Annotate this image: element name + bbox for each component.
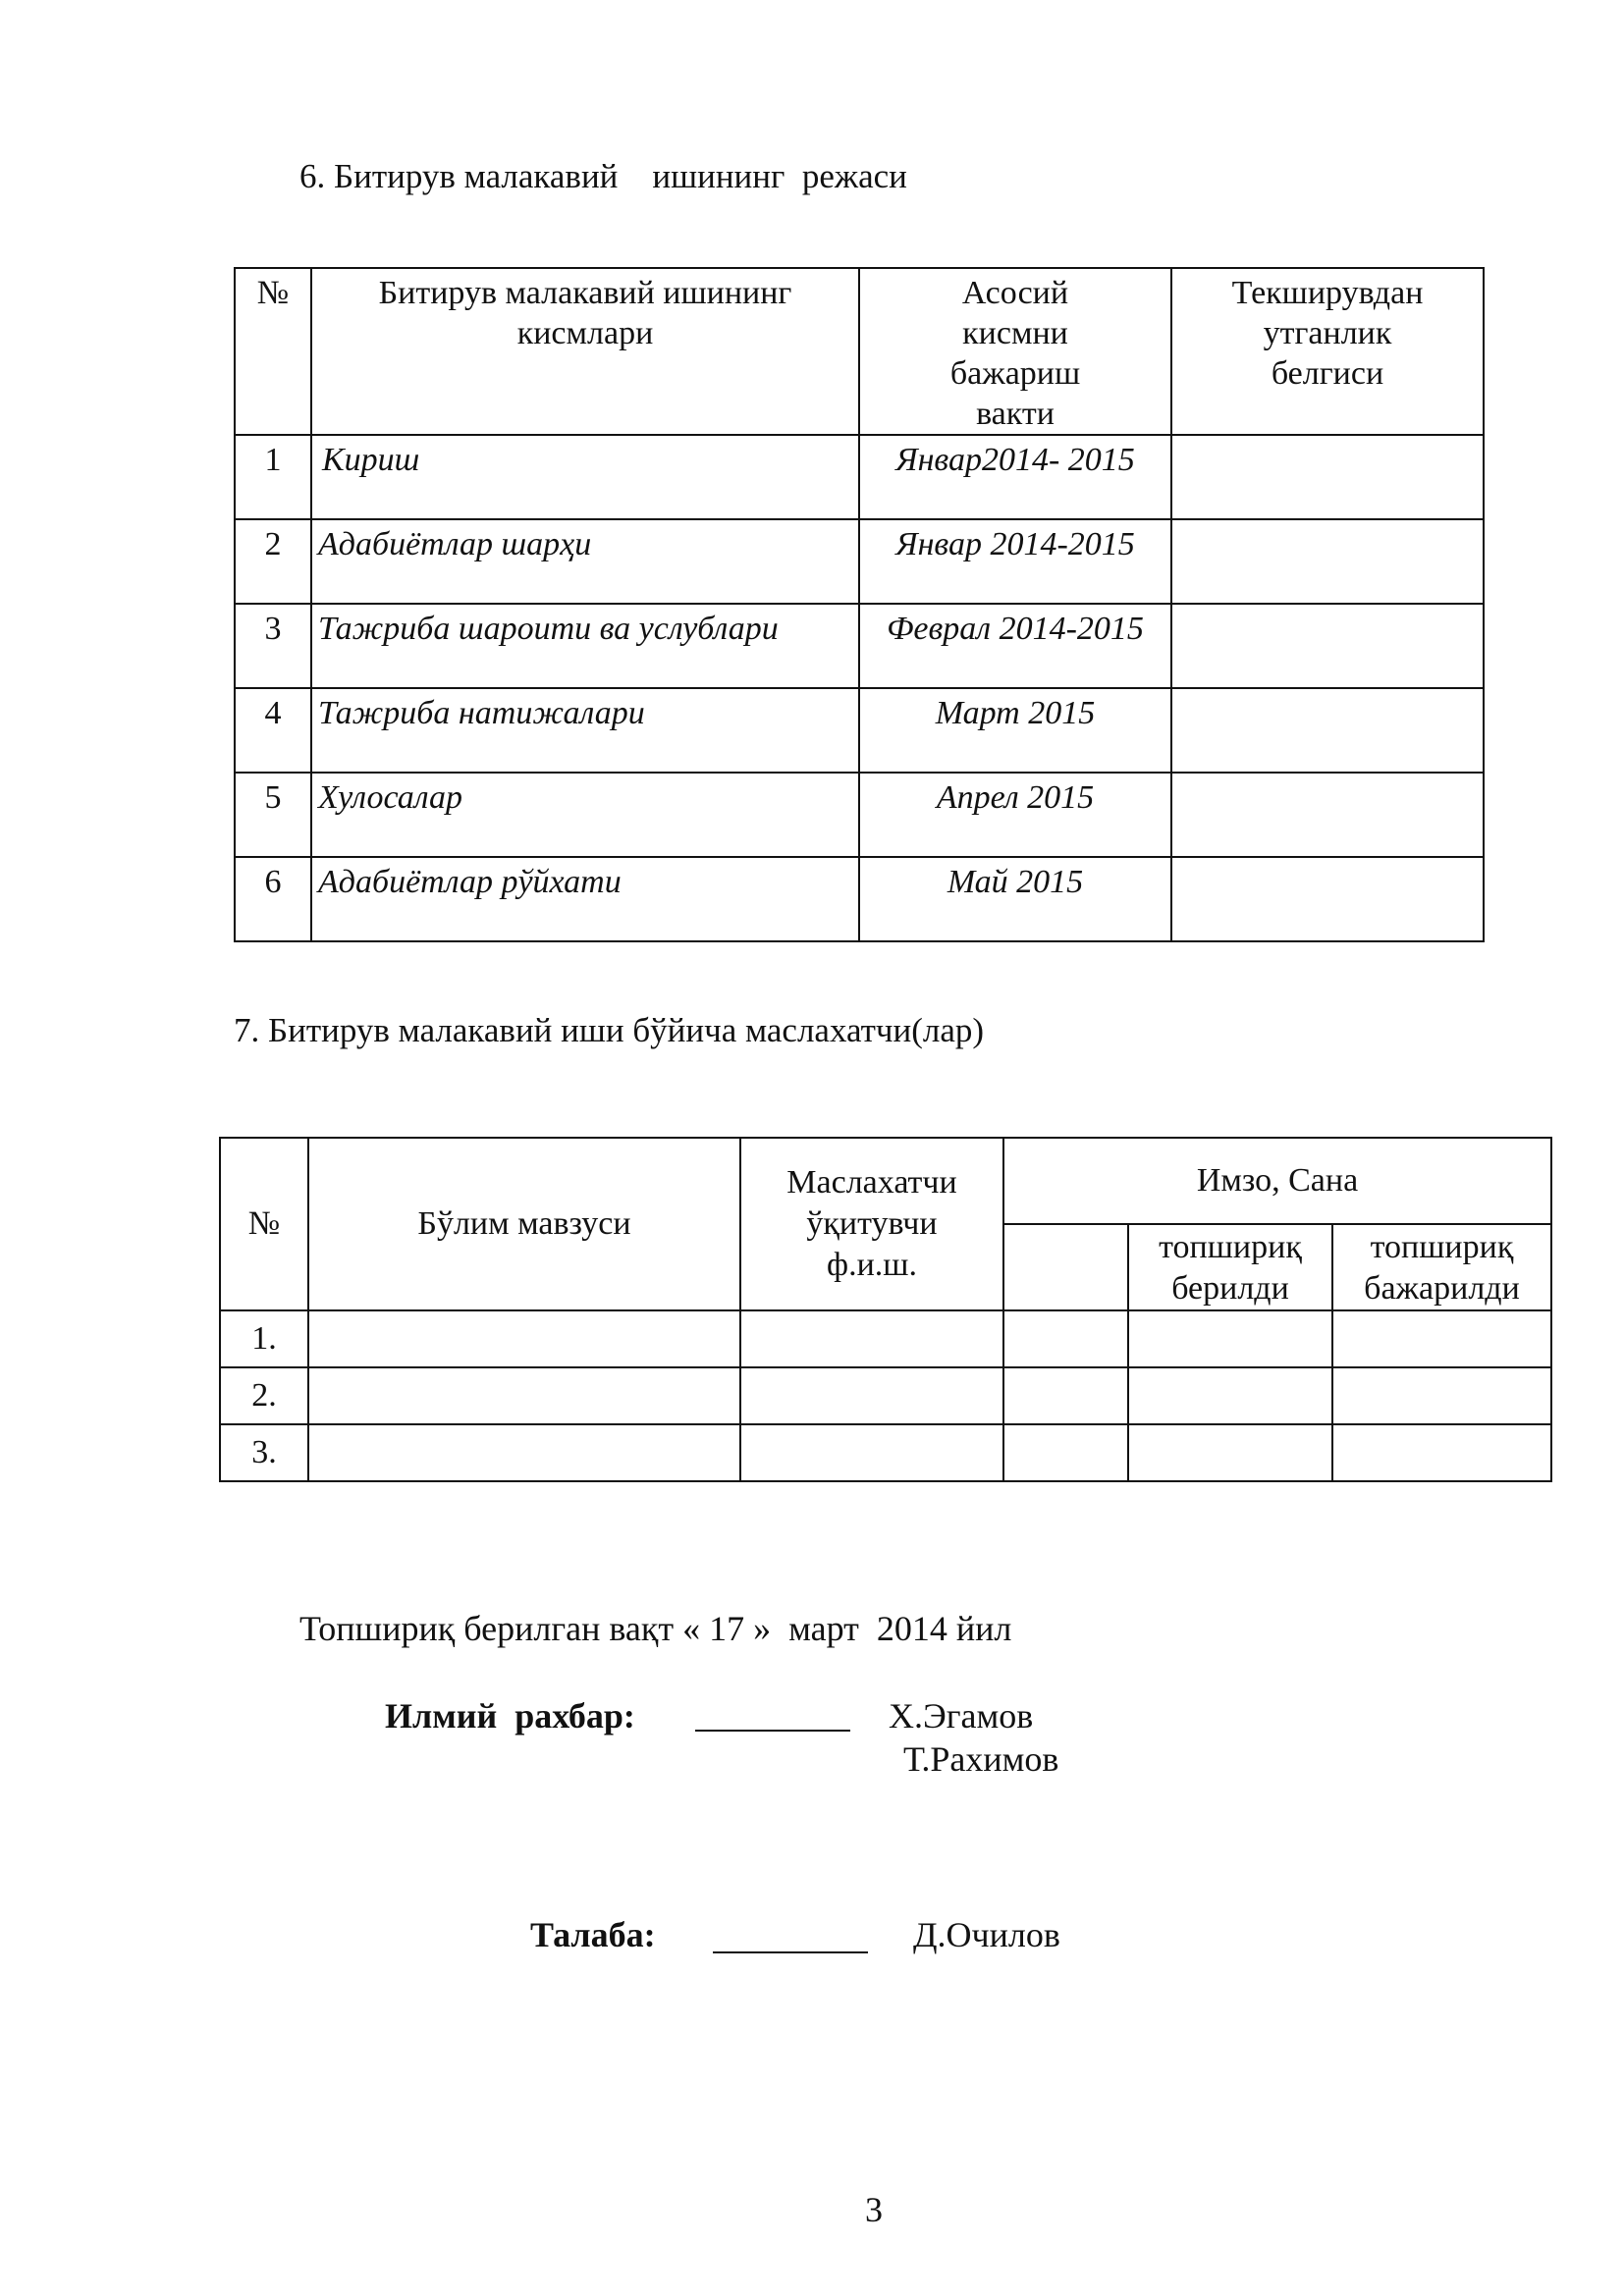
row-number: 5 [235, 773, 311, 857]
row-number: 2 [235, 519, 311, 604]
plan-table-header [235, 268, 1484, 435]
supervisor-label: Илмий рахбар: [385, 1696, 635, 1735]
row-task-given [1128, 1310, 1332, 1367]
row-number: 4 [235, 688, 311, 773]
row-part: Адабиётлар рўйхати [311, 857, 859, 941]
row-topic [308, 1424, 740, 1481]
row-task-given [1128, 1424, 1332, 1481]
row-consultant [740, 1310, 1003, 1367]
row-time: Феврал 2014-2015 [859, 604, 1171, 688]
row-time: Апрел 2015 [859, 773, 1171, 857]
row-time: Январ 2014-2015 [859, 519, 1171, 604]
table-row [220, 1310, 1551, 1367]
header-time: Асосий кисмни бажариш вакти [859, 268, 1171, 435]
row-signature [1003, 1310, 1128, 1367]
row-part: Кириш [311, 435, 859, 519]
table-row [235, 688, 1484, 773]
row-number: 1 [235, 435, 311, 519]
table-row [235, 435, 1484, 519]
row-task-done [1332, 1367, 1551, 1424]
row-mark [1171, 857, 1484, 941]
section-6-heading: 6. Битирув малакавий ишининг режаси [299, 157, 907, 195]
consultant-table [219, 1137, 1552, 1482]
row-time: Март 2015 [859, 688, 1171, 773]
header-number: № [220, 1138, 308, 1310]
header-consultant: Маслахатчи ўқитувчи ф.и.ш. [740, 1138, 1003, 1310]
row-part: Адабиётлар шарҳи [311, 519, 859, 604]
plan-table [234, 267, 1485, 942]
student-name: Д.Очилов [913, 1915, 1060, 1954]
student-signature-line [713, 1951, 868, 1953]
row-number: 3 [235, 604, 311, 688]
row-mark [1171, 519, 1484, 604]
header-number: № [235, 268, 311, 435]
section-7-heading: 7. Битирув малакавий иши бўйича маслахатчи(лар) [234, 1011, 985, 1049]
row-part: Хулосалар [311, 773, 859, 857]
row-topic [308, 1367, 740, 1424]
header-signature-date: Имзо, Сана [1003, 1138, 1551, 1224]
row-task-done [1332, 1424, 1551, 1481]
table-row [220, 1424, 1551, 1481]
row-part: Тажриба натижалари [311, 688, 859, 773]
row-mark [1171, 773, 1484, 857]
table-row [235, 604, 1484, 688]
row-number: 6 [235, 857, 311, 941]
consultant-table-header [220, 1138, 1551, 1224]
header-topic: Бўлим мавзуси [308, 1138, 740, 1310]
row-consultant [740, 1367, 1003, 1424]
supervisor-name-2: Т.Рахимов [903, 1739, 1059, 1779]
row-signature [1003, 1367, 1128, 1424]
table-row [235, 773, 1484, 857]
student-label: Талаба: [530, 1915, 656, 1954]
row-number: 1. [220, 1310, 308, 1367]
row-part: Тажриба шароити ва услублари [311, 604, 859, 688]
row-mark [1171, 688, 1484, 773]
page-number: 3 [865, 2190, 883, 2229]
table-row [235, 519, 1484, 604]
row-consultant [740, 1424, 1003, 1481]
assignment-date: Топшириқ берилган вақт « 17 » март 2014 йил [299, 1609, 1012, 1648]
row-number: 3. [220, 1424, 308, 1481]
header-parts: Битирув малакавий ишининг кисмлари [311, 268, 859, 435]
row-signature [1003, 1424, 1128, 1481]
row-time: Май 2015 [859, 857, 1171, 941]
header-mark: Текширувдан утганлик белгиси [1171, 268, 1484, 435]
row-time: Январ2014- 2015 [859, 435, 1171, 519]
row-number: 2. [220, 1367, 308, 1424]
supervisor-name-1: Х.Эгамов [889, 1696, 1034, 1735]
row-mark [1171, 604, 1484, 688]
row-task-done [1332, 1310, 1551, 1367]
supervisor-signature-line [695, 1730, 850, 1732]
header-signature-blank [1003, 1224, 1128, 1310]
header-task-done: топшириқ бажарилди [1332, 1224, 1551, 1310]
table-row [235, 857, 1484, 941]
row-topic [308, 1310, 740, 1367]
table-row [220, 1367, 1551, 1424]
row-task-given [1128, 1367, 1332, 1424]
header-task-given: топшириқ берилди [1128, 1224, 1332, 1310]
row-mark [1171, 435, 1484, 519]
